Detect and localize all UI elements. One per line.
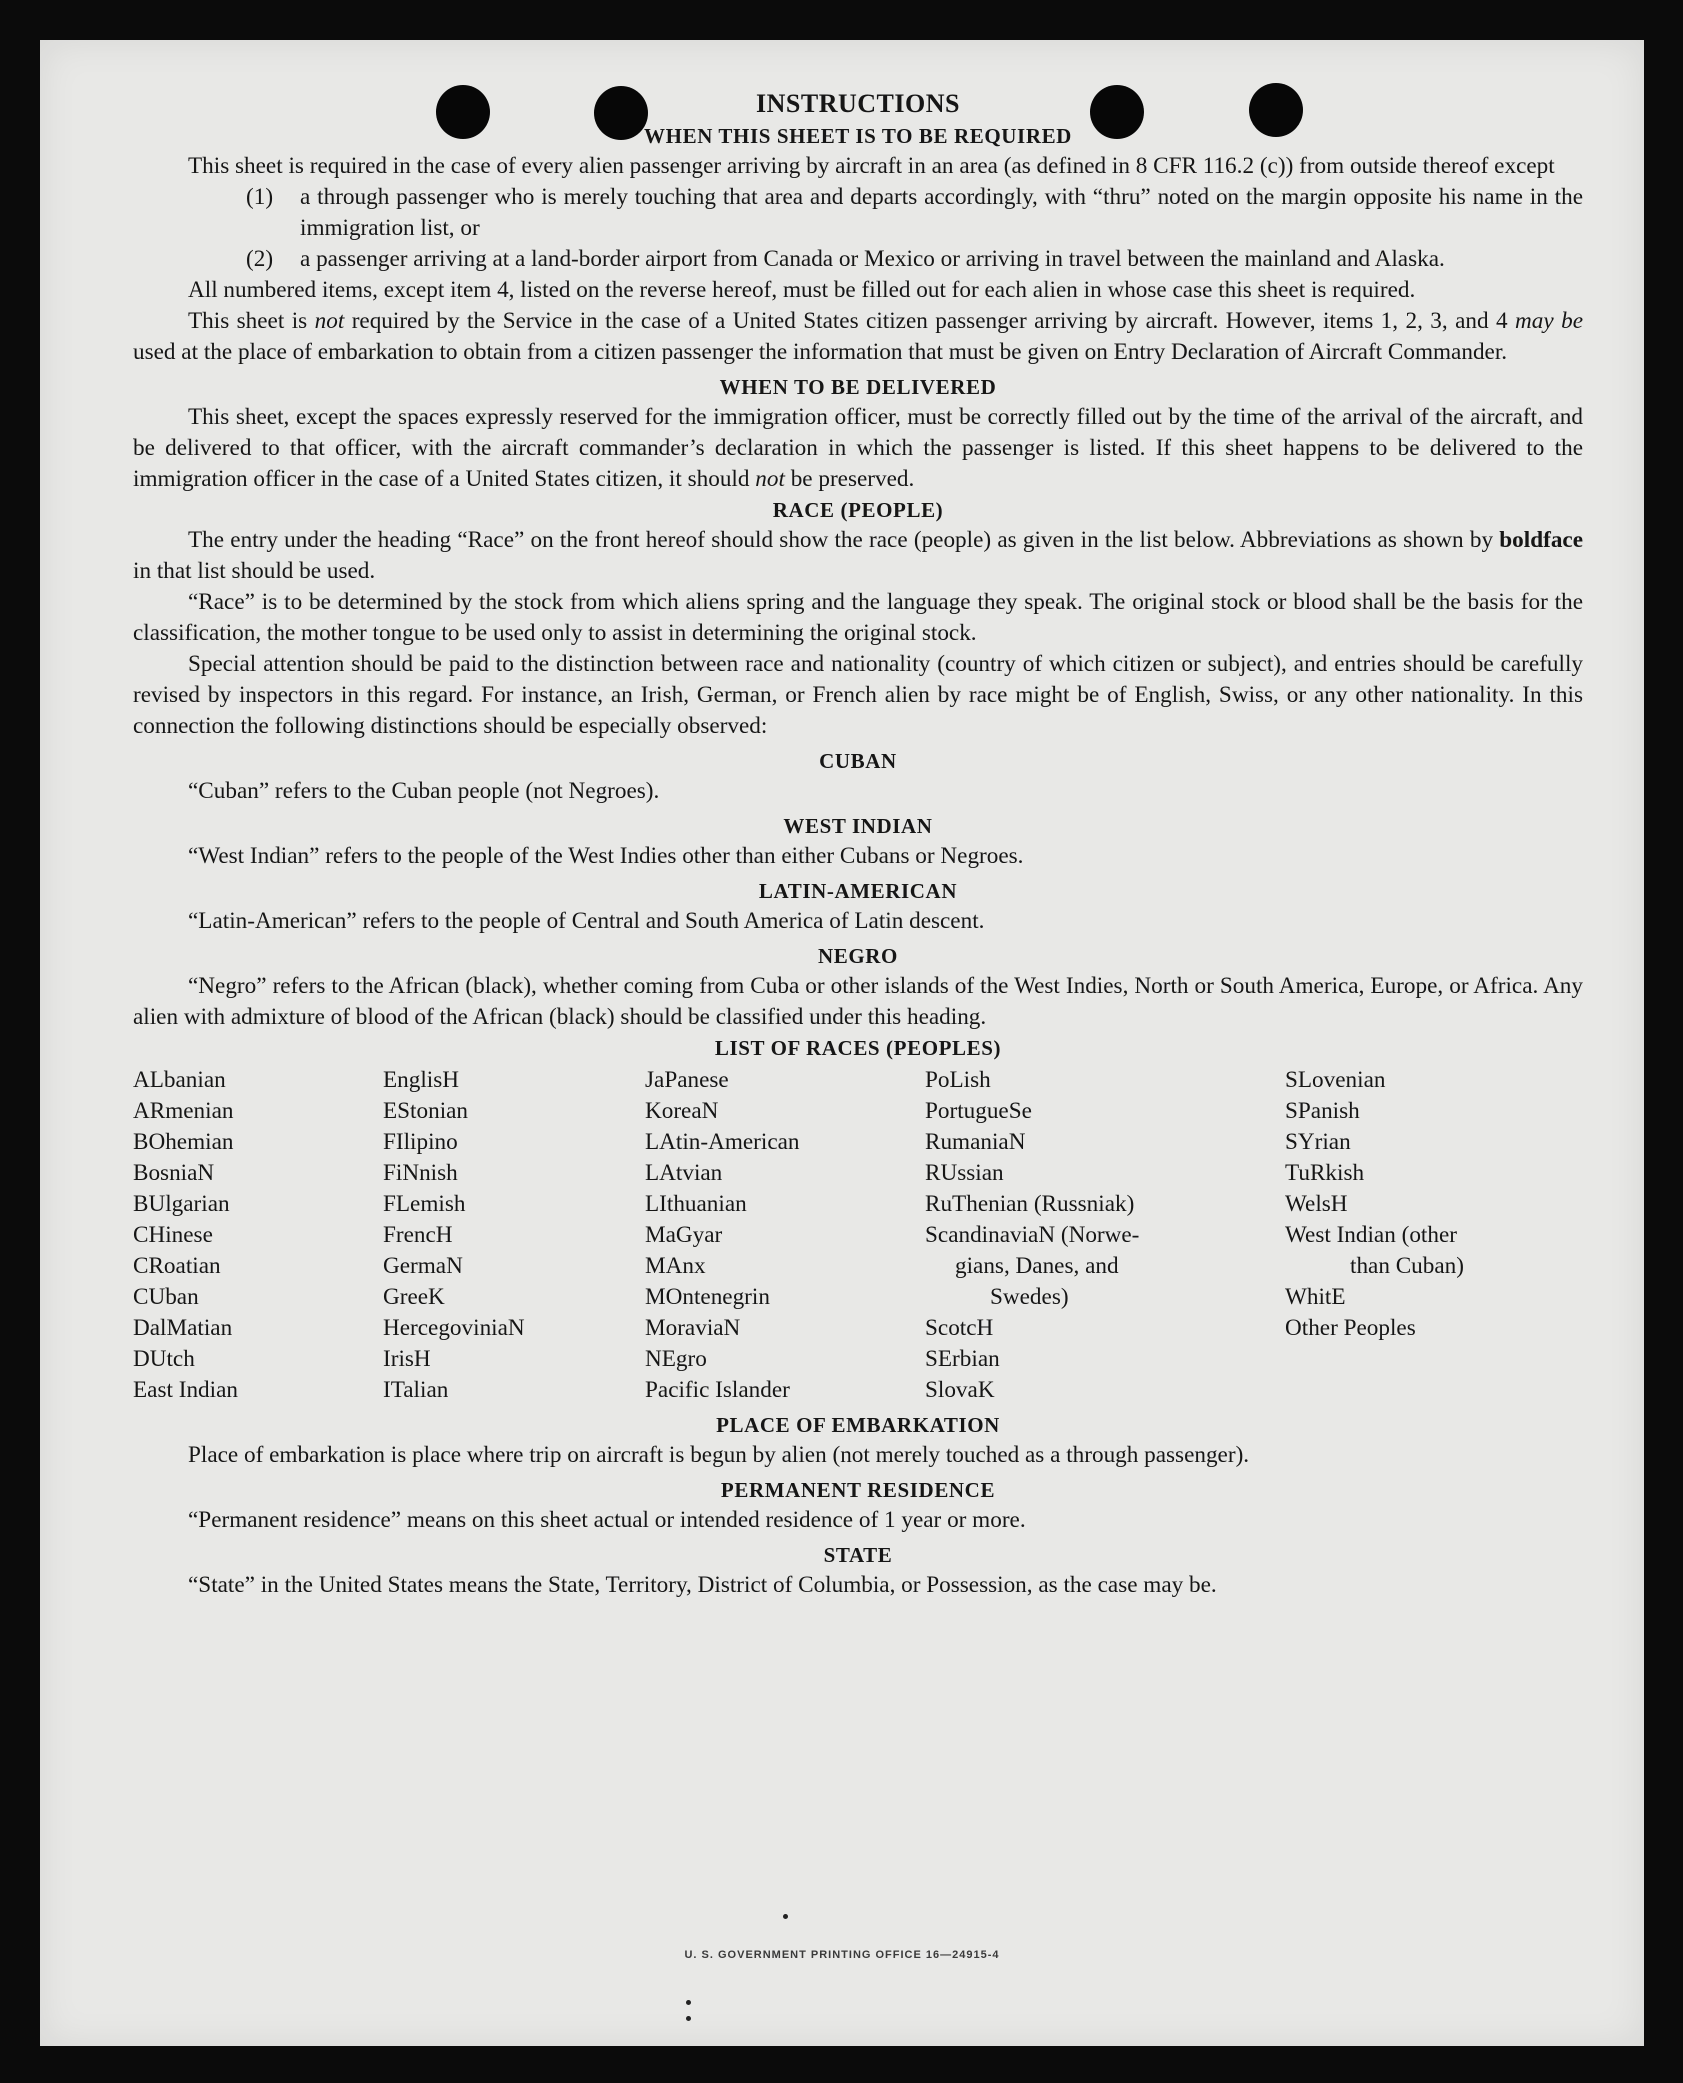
race-entry: MaGyar [645,1222,723,1248]
race-entry: IrisH [383,1346,431,1372]
race-entry: GermaN [383,1253,463,1279]
race-paragraph: Special attention should be paid to the distinction between race and nationality (country of which citizen or subject), and entries should be carefully revised by inspectors in this regard. For instance, an Irish, German, or French alien by race might be of English, Swiss, or any other nationality. In this connection the following distinctions should be especially observed: [133,651,1583,739]
race-entry: DUtch [133,1346,195,1372]
instructions-body [133,87,1583,1601]
race-entry: ALbanian [133,1067,226,1093]
race-entry: BUlgarian [133,1191,230,1217]
race-entry: Swedes) [990,1284,1069,1310]
race-entry: ITalian [383,1377,449,1403]
race-entry: EStonian [383,1098,469,1124]
heading-race: RACE (PEOPLE) [772,498,944,522]
race-list [133,1065,1583,1406]
race-entry: MOntenegrin [645,1284,770,1310]
race-entry: NEgro [645,1346,707,1372]
race-entry: FrencH [383,1222,453,1248]
page-title: INSTRUCTIONS [756,89,960,118]
race-entry: ScandinaviaN (Norwe- [925,1222,1140,1248]
race-entry: gians, Danes, and [955,1253,1119,1279]
exception-number: (1) [246,184,274,210]
heading-state: STATE [823,1543,893,1567]
race-entry: SErbian [925,1346,1000,1372]
speck [686,2016,691,2021]
heading-latin-american: LATIN-AMERICAN [758,879,958,903]
heading-permanent-residence: PERMANENT RESIDENCE [720,1478,996,1502]
heading-west-indian: WEST INDIAN [783,814,933,838]
document-page [40,40,1644,2046]
heading-when-required: WHEN THIS SHEET IS TO BE REQUIRED [644,124,1072,148]
negro-text: “Negro” refers to the African (black), whether coming from Cuba or other islands of the West Indies, North or South America, Europe, or Africa. Any alien with admixture of blood of the African (black) should be classified under this heading. [133,973,1583,1030]
race-entry: RumaniaN [925,1129,1026,1155]
race-entry: EnglisH [383,1067,460,1093]
race-entry: CHinese [133,1222,213,1248]
race-entry: MAnx [645,1253,706,1279]
speck [783,1914,788,1919]
race-entry: East Indian [133,1377,238,1403]
race-column [1285,1065,1545,1406]
race-entry: ARmenian [133,1098,234,1124]
race-paragraph: The entry under the heading “Race” on the front hereof should show the race (people) as given in the list below. Abbreviations as shown by boldface in that list should be used. [133,527,1583,584]
heading-place-of-embarkation: PLACE OF EMBARKATION [716,1413,1000,1437]
race-entry: FIlipino [383,1129,458,1155]
numbered-items-paragraph: All numbered items, except item 4, listed on the reverse hereof, must be filled out for each alien in whose case this sheet is required. [188,277,1416,303]
race-entry: GreeK [383,1284,445,1310]
residence-text: “Permanent residence” means on this sheet actual or intended residence of 1 year or more. [188,1507,1026,1533]
exception-item [133,182,1583,244]
printing-office-footer: U. S. GOVERNMENT PRINTING OFFICE 16—24915-4 [684,1949,1000,1961]
west-indian-text: “West Indian” refers to the people of the West Indies other than either Cubans or Negroes. [188,843,1024,869]
exception-item [133,244,1583,275]
latin-american-text: “Latin-American” refers to the people of Central and South America of Latin descent. [188,908,985,934]
race-entry: SPanish [1285,1098,1360,1124]
race-entry: BOhemian [133,1129,234,1155]
race-entry: PortugueSe [925,1098,1032,1124]
race-entry: Pacific Islander [645,1377,790,1403]
heading-negro: NEGRO [817,944,898,968]
race-entry: CRoatian [133,1253,221,1279]
race-column [383,1065,645,1406]
exception-text: a through passenger who is merely touching that area and departs accordingly, with “thru” noted on the margin opposite his name in the immigration list, or [300,184,1583,241]
race-entry: ScotcH [925,1315,994,1341]
race-entry: SlovaK [925,1377,995,1403]
heading-when-delivered: WHEN TO BE DELIVERED [719,375,997,399]
race-entry: HercegoviniaN [383,1315,525,1341]
race-entry: RUssian [925,1160,1004,1186]
race-entry: PoLish [925,1067,991,1093]
heading-cuban: CUBAN [819,749,897,773]
when-required-intro: This sheet is required in the case of every alien passenger arriving by aircraft in an area (as defined in 8 CFR 116.2 (c)) from outside thereof except [188,153,1555,179]
race-entry: LAtin-American [645,1129,800,1155]
speck [686,2000,691,2005]
race-column [925,1065,1285,1406]
race-entry: SYrian [1285,1129,1351,1155]
race-entry: FiNnish [383,1160,458,1186]
embarkation-text: Place of embarkation is place where trip on aircraft is begun by alien (not merely touched as a through passenger). [188,1442,1250,1468]
state-text: “State” in the United States means the State, Territory, District of Columbia, or Possession, as the case may be. [188,1572,1217,1598]
race-entry: DalMatian [133,1315,233,1341]
exception-number: (2) [246,246,274,272]
race-entry: BosniaN [133,1160,215,1186]
race-entry: FLemish [383,1191,466,1217]
race-column [645,1065,925,1406]
exception-text: a passenger arriving at a land-border airport from Canada or Mexico or arriving in travel between the mainland and Alaska. [300,246,1445,272]
race-entry: SLovenian [1285,1067,1386,1093]
race-entry: WelsH [1285,1191,1348,1217]
race-entry: MoraviaN [645,1315,741,1341]
race-entry: WhitE [1285,1284,1346,1310]
race-entry: KoreaN [645,1098,719,1124]
race-paragraph: “Race” is to be determined by the stock from which aliens spring and the language they speak. The original stock or blood shall be the basis for the classification, the mother tongue to be used only to assist in determining the original stock. [133,589,1583,646]
race-entry: JaPanese [645,1067,729,1093]
race-entry: TuRkish [1285,1160,1365,1186]
race-entry: Other Peoples [1285,1315,1416,1341]
citizen-paragraph: This sheet is not required by the Service in the case of a United States citizen passenger arriving by aircraft. However, items 1, 2, 3, and 4 may be used at the place of embarkation to obtain from a citizen passenger the information that must be given on Entry Declaration of Aircraft Commander. [133,308,1583,365]
race-entry: CUban [133,1284,199,1310]
race-entry: West Indian (other [1285,1222,1457,1248]
delivery-paragraph: This sheet, except the spaces expressly reserved for the immigration officer, must be correctly filled out by the time of the arrival of the aircraft, and be delivered to that officer, with the aircraft commander’s declaration in which the passenger is listed. If this sheet happens to be delivered to the immigration officer in the case of a United States citizen, it should not be preserved. [133,404,1583,492]
cuban-text: “Cuban” refers to the Cuban people (not Negroes). [188,778,660,804]
race-entry: LIthuanian [645,1191,747,1217]
race-entry: than Cuban) [1350,1253,1464,1279]
race-entry: RuThenian (Russniak) [925,1191,1135,1217]
race-column [133,1065,383,1406]
heading-list-of-races: LIST OF RACES (PEOPLES) [714,1036,1002,1060]
race-entry: LAtvian [645,1160,723,1186]
